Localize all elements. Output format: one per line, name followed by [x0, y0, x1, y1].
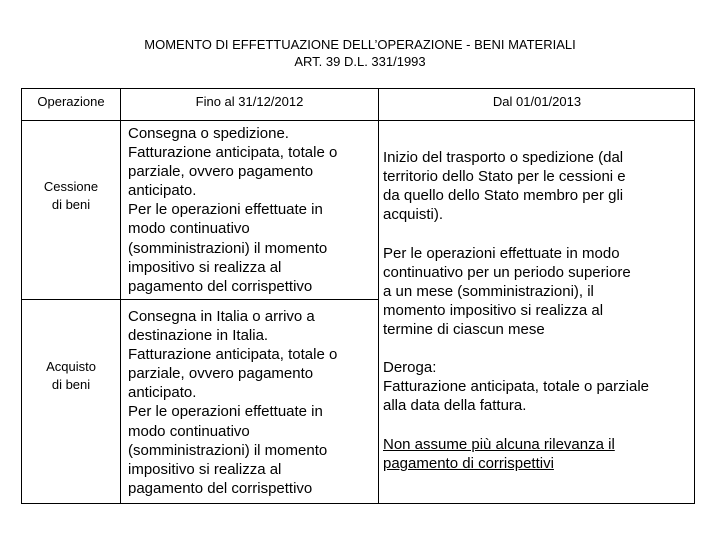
operations-table: [21, 88, 695, 504]
text-line: pagamento di corrispettivi: [383, 455, 554, 473]
text-line: modo continuativo: [128, 220, 250, 238]
table-border-top: [21, 88, 695, 89]
text-line: impositivo si realizza al: [128, 460, 282, 478]
text-line: Inizio del trasporto o spedizione (dal: [383, 149, 624, 166]
text-line: Fatturazione anticipata, totale o: [128, 144, 338, 162]
text-line: Consegna o spedizione.: [128, 125, 289, 142]
text-line: (somministrazioni) il momento: [128, 441, 328, 459]
text-line: Non assume più alcuna rilevanza il: [383, 436, 615, 453]
cell-dal-block4: [383, 435, 693, 473]
row-label-cessione: [21, 178, 121, 214]
text-line: (somministrazioni) il momento: [128, 239, 328, 257]
text-line: momento impositivo si realizza al: [383, 302, 604, 320]
table-border-bottom: [21, 503, 695, 504]
header-divider: [21, 120, 695, 121]
row-label-cessione-line1: Cessione: [43, 179, 99, 194]
text-line: anticipato.: [128, 384, 197, 402]
text-line: termine di ciascun mese: [383, 321, 545, 339]
column-divider-1: [120, 88, 121, 504]
cell-acquisto-fino: [128, 307, 378, 498]
row-divider: [21, 299, 379, 300]
cell-cessione-fino: [128, 124, 378, 296]
header-operazione: Operazione: [37, 94, 105, 109]
text-line: acquisti).: [383, 206, 444, 224]
row-label-cessione-line2: di beni: [51, 197, 91, 212]
row-label-acquisto: [21, 358, 121, 394]
text-line: da quello dello Stato membro per gli: [383, 187, 624, 205]
column-divider-2: [378, 88, 379, 504]
row-label-acquisto-line2: di beni: [51, 377, 91, 392]
header-dal: Dal 01/01/2013: [492, 94, 582, 109]
text-line: destinazione in Italia.: [128, 327, 269, 345]
table-border-right: [694, 88, 695, 504]
header-fino-al: Fino al 31/12/2012: [195, 94, 304, 109]
cell-dal-block3: [383, 358, 693, 415]
text-line: Consegna in Italia o arrivo a: [128, 308, 315, 325]
text-line: territorio dello Stato per le cessioni e: [383, 168, 626, 186]
text-line: impositivo si realizza al: [128, 258, 282, 276]
row-label-acquisto-line1: Acquisto: [46, 359, 96, 374]
text-line: Deroga:: [383, 359, 437, 376]
text-line: a un mese (somministrazioni), il: [383, 283, 594, 301]
text-line: Fatturazione anticipata, totale o: [128, 346, 338, 364]
text-line: continuativo per un periodo superiore: [383, 264, 631, 282]
text-line: Per le operazioni effettuate in: [128, 201, 323, 219]
document-subtitle: ART. 39 D.L. 331/1993: [294, 54, 426, 69]
table-border-left: [21, 88, 22, 504]
text-line: Fatturazione anticipata, totale o parziale: [383, 378, 649, 396]
text-line: anticipato.: [128, 182, 197, 200]
text-line: Per le operazioni effettuate in: [128, 403, 323, 421]
text-line: alla data della fattura.: [383, 397, 527, 415]
text-line: Per le operazioni effettuate in modo: [383, 245, 620, 262]
text-line: parziale, ovvero pagamento: [128, 365, 314, 383]
text-line: parziale, ovvero pagamento: [128, 163, 314, 181]
text-line: pagamento del corrispettivo: [128, 479, 313, 497]
text-line: pagamento del corrispettivo: [128, 277, 313, 295]
text-line: modo continuativo: [128, 422, 250, 440]
document-title: MOMENTO DI EFFETTUAZIONE DELL’OPERAZIONE - BENI MATERIALI: [144, 37, 576, 52]
cell-dal-block2: [383, 244, 693, 339]
cell-dal-block1: [383, 148, 693, 224]
